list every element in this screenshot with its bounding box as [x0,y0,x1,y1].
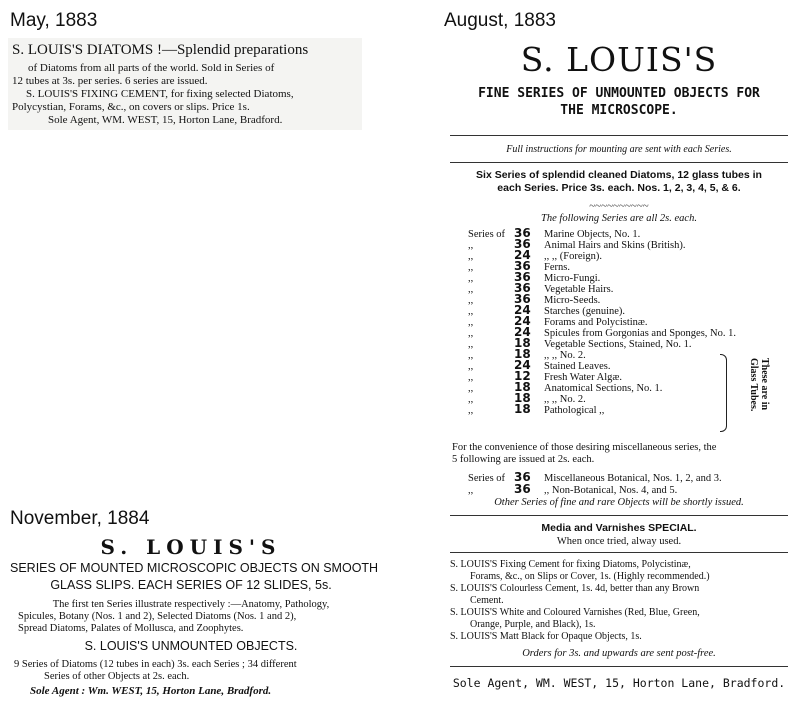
november-line-2: GLASS SLIPS. EACH SERIES OF 12 SLIDES, 5s. [50,578,332,592]
ditto-mark: ,, [468,394,474,405]
series-count: 36 [514,292,531,306]
ditto-mark: ,, [468,361,474,372]
product-line: S. LOUIS'S Matt Black for Opaque Objects, 1s. [450,631,642,642]
series-count: 18 [514,347,531,361]
august-orders: Orders for 3s. and upwards are sent post-free. [522,648,716,659]
series-count: 24 [514,303,531,317]
wavy-divider: ~~~~~~~~~~ [589,200,649,212]
misc-series-name: Miscellaneous Botanical, Nos. 1, 2, and 3. [544,473,722,484]
series-name: ,, ,, No. 2. [544,394,586,405]
ditto-mark: ,, [468,328,474,339]
november-line-1: SERIES OF MOUNTED MICROSCOPIC OBJECTS ON SMOOTH [10,561,379,575]
series-count: 24 [514,325,531,339]
series-count: 36 [514,237,531,251]
august-misc-line-1: For the convenience of those desiring miscellaneous series, the [452,442,717,453]
series-prefix: Series of [468,229,506,240]
ditto-mark: ,, [468,306,474,317]
series-count: 18 [514,336,531,350]
august-agent: Sole Agent, WM. WEST, 15, Horton Lane, Bradford. [452,676,786,690]
series-count: 24 [514,248,531,262]
august-following: The following Series are all 2s. each. [541,213,697,224]
august-media-subheading: When once tried, alway used. [556,536,682,547]
series-name: Vegetable Sections, Stained, No. 1. [544,339,692,350]
divider [450,666,788,667]
misc-series-count: 36 [514,470,531,484]
product-line: Cement. [470,595,504,606]
august-title: S. LOUIS'S [520,40,718,79]
series-name: Starches (genuine). [544,306,626,317]
series-name: Stained Leaves. [544,361,611,372]
ditto-mark: ,, [468,372,474,383]
november-body-line: The first ten Series illustrate respectively :—Anatomy, Pathology, [52,599,330,610]
series-name: Micro-Fungi. [544,273,601,284]
series-name: Fresh Water Algæ. [544,372,622,383]
series-count: 18 [514,402,531,416]
series-name: Micro-Seeds. [544,295,601,306]
series-name: Ferns. [544,262,570,273]
august-instructions: Full instructions for mounting are sent with each Series. [506,144,732,155]
product-line: S. LOUIS'S Fixing Cement for fixing Diatoms, Polycistinæ, [450,559,691,570]
series-name: Forams and Polycistinæ. [544,317,648,328]
series-name: Spicules from Gorgonias and Sponges, No. 1. [544,328,736,339]
august-media-heading: Media and Varnishes SPECIAL. [541,522,697,534]
may-line-1: S. LOUIS'S DIATOMS !—Splendid preparations [12,42,309,58]
ditto-mark: ,, [468,251,474,262]
glass-tubes-note: These are in Glass Tubes. [748,358,770,412]
divider [450,135,788,136]
ditto-mark: ,, [468,273,474,284]
series-name: ,, ,, No. 2. [544,350,586,361]
november-advert [10,535,379,705]
august-other-series: Other Series of fine and rare Objects will be shortly issued. [494,497,744,508]
november-body-line: Spread Diatoms, Palates of Mollusca, and Zoophytes. [18,623,244,634]
caption-august: August, 1883 [444,10,556,31]
august-subtitle-2: THE MICROSCOPE. [560,103,678,118]
november-unmounted: S. LOUIS'S UNMOUNTED OBJECTS. [84,639,298,653]
product-line: Orange, Purple, and Black), 1s. [470,619,596,630]
series-count: 36 [514,259,531,273]
ditto-mark: ,, [468,240,474,251]
series-name: Pathological ,, [544,405,605,416]
series-count: 18 [514,391,531,405]
may-line-3: 12 tubes at 3s. per series. 6 series are issued. [12,75,208,87]
product-line: Forams, &c., on Slips or Cover, 1s. (Highly recommended.) [470,571,710,582]
ditto-mark: ,, [468,262,474,273]
product-line: S. LOUIS'S White and Coloured Varnishes (Red, Blue, Green, [450,607,700,618]
august-subtitle-1: FINE SERIES OF UNMOUNTED OBJECTS FOR [478,86,760,101]
ditto-mark: ,, [468,284,474,295]
series-count: 24 [514,358,531,372]
series-count: 36 [514,226,531,240]
misc-series-prefix: Series of [468,473,506,484]
series-name: Marine Objects, No. 1. [544,229,641,240]
series-name: Animal Hairs and Skins (British). [544,240,686,251]
series-count: 24 [514,314,531,328]
series-count: 36 [514,281,531,295]
series-count: 12 [514,369,531,383]
misc-series-prefix: ,, [468,485,474,496]
november-title: S. LOUIS'S [100,535,282,559]
may-line-5: Polycystian, Forams, &c., on covers or slips. Price 1s. [12,101,250,113]
ditto-mark: ,, [468,350,474,361]
november-diatoms-line: Series of other Objects at 2s. each. [44,671,190,682]
misc-series-row [468,482,677,496]
caption-may: May, 1883 [10,10,98,31]
ditto-mark: ,, [468,405,474,416]
misc-series-name: ,, Non-Botanical, Nos. 4, and 5. [544,485,678,496]
august-diatoms-line-2: each Series. Price 3s. each. Nos. 1, 2, 3, 4, 5, & 6. [497,182,741,194]
brace [720,354,727,432]
divider [450,162,788,163]
november-agent: Sole Agent : Wm. WEST, 15, Horton Lane, Bradford. [30,685,272,697]
series-name: Vegetable Hairs. [544,284,614,295]
november-diatoms-line: 9 Series of Diatoms (12 tubes in each) 3s. each Series ; 34 different [14,659,297,670]
divider [450,515,788,516]
ditto-mark: ,, [468,295,474,306]
ditto-mark: ,, [468,317,474,328]
may-line-2: of Diatoms from all parts of the world. Sold in Series of [28,62,275,74]
may-advert [8,38,362,130]
august-advert [446,38,792,704]
misc-series-count: 36 [514,482,531,496]
divider [450,552,788,553]
august-misc-line-2: 5 following are issued at 2s. each. [452,454,595,465]
ditto-mark: ,, [468,339,474,350]
may-line-4: S. LOUIS'S FIXING CEMENT, for fixing selected Diatoms, [26,88,294,100]
series-name: Anatomical Sections, No. 1. [544,383,663,394]
ditto-mark: ,, [468,383,474,394]
product-line: S. LOUIS'S Colourless Cement, 1s. 4d, better than any Brown [450,583,700,594]
august-diatoms-line-1: Six Series of splendid cleaned Diatoms, 12 glass tubes in [476,169,762,181]
may-line-6: Sole Agent, WM. WEST, 15, Horton Lane, Bradford. [48,114,283,126]
series-count: 18 [514,380,531,394]
series-name: ,, ,, (Foreign). [544,251,603,262]
november-body-line: Spicules, Botany (Nos. 1 and 2), Selected Diatoms (Nos. 1 and 2), [18,611,297,622]
caption-november: November, 1884 [10,508,150,529]
series-count: 36 [514,270,531,284]
